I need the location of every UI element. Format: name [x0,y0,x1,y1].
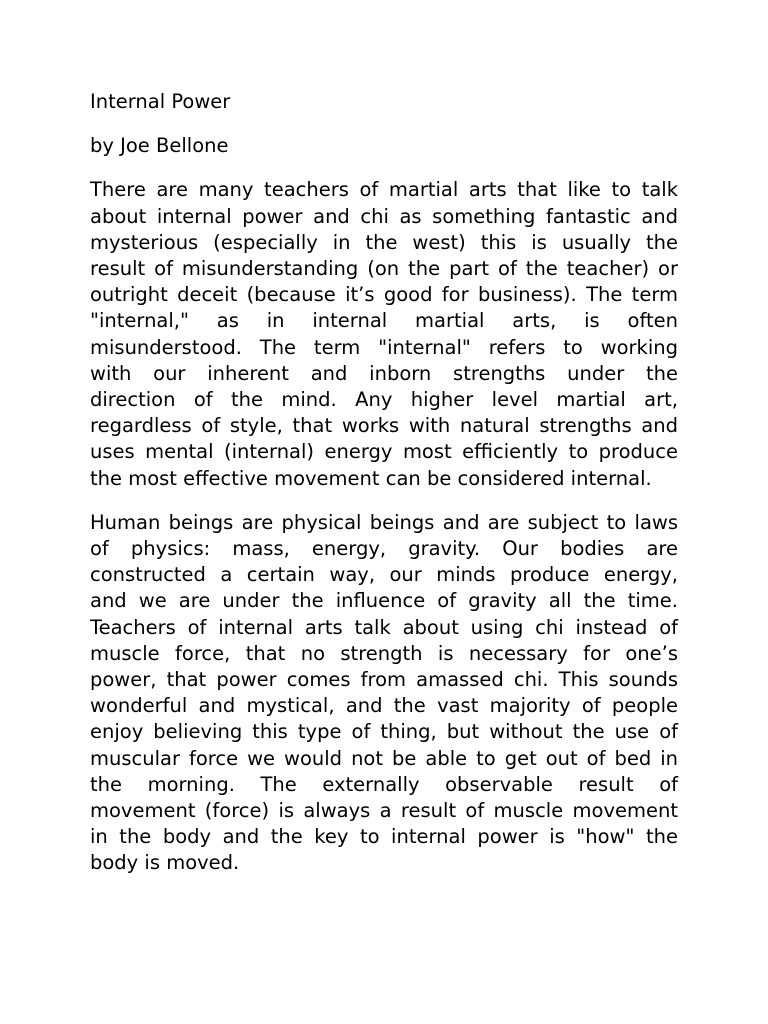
paragraph-line: of physics: mass, energy, gravity. Our bodies are [90,537,678,561]
paragraph-line: the morning. The externally observable result of [90,772,678,796]
document-body [90,89,678,895]
paragraph-line: Human beings are physical beings and are subject to laws [90,510,678,534]
paragraph-line: outright deceit (because it’s good for business). The term [90,283,678,307]
paragraph-line: direction of the mind. Any higher level martial art, [90,388,678,412]
paragraph-line: movement (force) is always a result of muscle movement [90,799,678,823]
document-title: Internal Power [90,90,231,113]
paragraph-line: about internal power and chi as something fantastic and [90,204,678,228]
paragraph-line: the most effective movement can be considered internal. [90,466,652,490]
paragraph-line: in the body and the key to internal power is "how" the [90,825,678,849]
paragraph-line: uses mental (internal) energy most efficiently to produce [90,440,678,464]
paragraph-line: enjoy believing this type of thing, but without the use of [90,720,678,744]
paragraph-line: muscular force we would not be able to get out of bed in [90,746,678,770]
byline: by Joe Bellone [90,134,229,158]
paragraph-line: Teachers of internal arts talk about using chi instead of [90,615,678,639]
paragraph-line: power, that power comes from amassed chi. This sounds [90,668,678,692]
paragraph-line: constructed a certain way, our minds produce energy, [90,563,678,587]
paragraph-line: body is moved. [90,851,240,875]
paragraph-line: regardless of style, that works with natural strengths and [90,414,678,438]
paragraph-line: and we are under the influence of gravity all the time. [90,589,678,613]
paragraph-line: mysterious (especially in the west) this is usually the [90,230,678,254]
paragraph-line: "internal," as in internal martial arts, is often [90,309,678,333]
paragraph-line: misunderstood. The term "internal" refers to working [90,335,678,359]
paragraph-line: with our inherent and inborn strengths under the [90,361,678,385]
paragraph-line: There are many teachers of martial arts that like to talk [90,178,678,202]
paragraph [90,510,678,877]
paragraph [90,177,678,491]
paragraph-line: wonderful and mystical, and the vast majority of people [90,694,678,718]
paragraph-line: muscle force, that no strength is necessary for one’s [90,641,678,665]
paragraph-line: result of misunderstanding (on the part of the teacher) or [90,257,678,281]
